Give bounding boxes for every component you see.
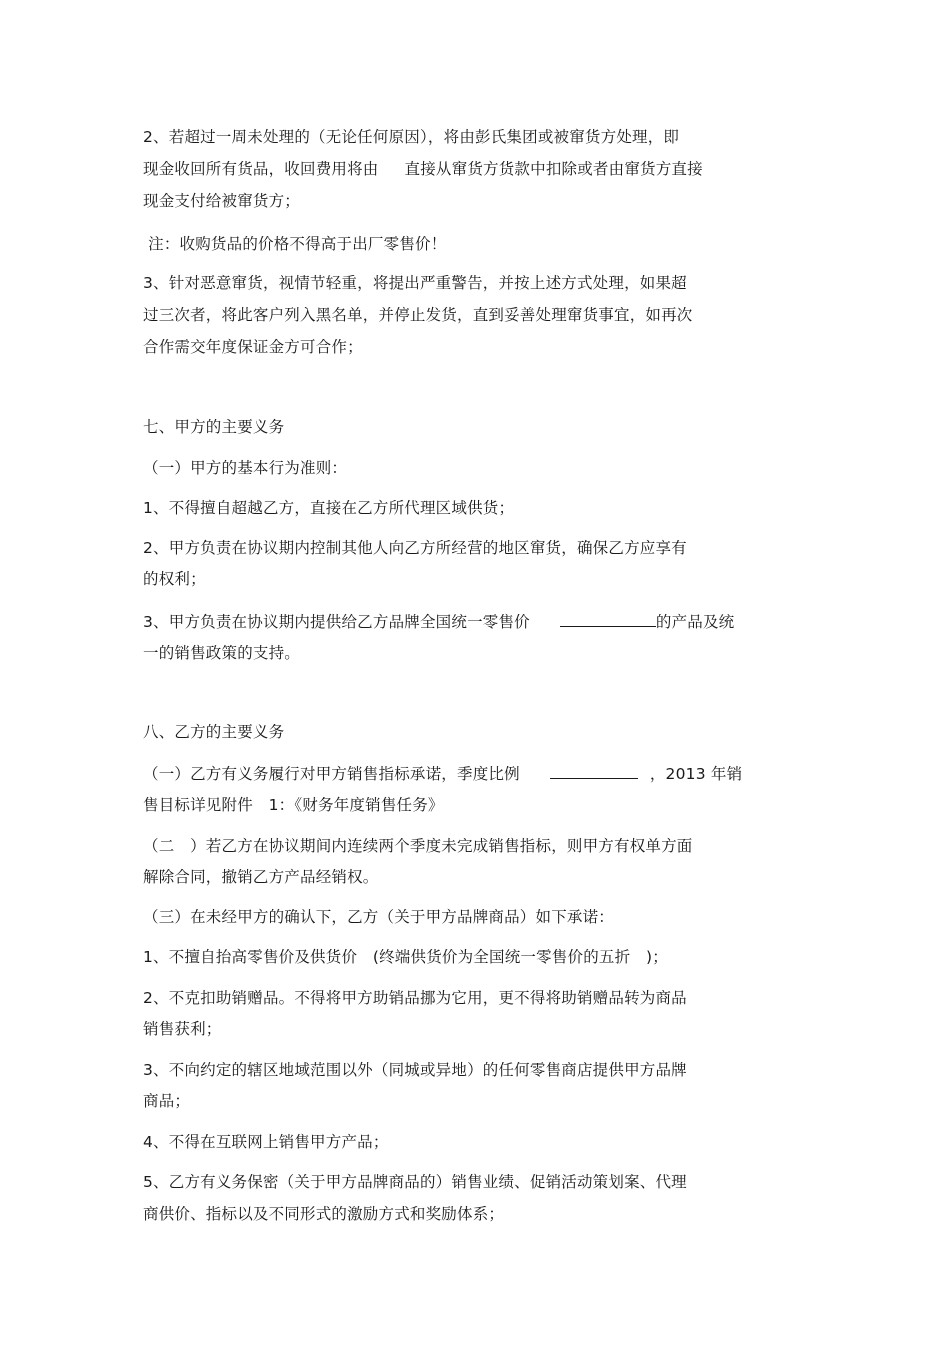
section-8-para-2-line-2: 解除合同，撤销乙方产品经销权。 [143,868,379,886]
section-8-para-1-line-1 [143,762,742,784]
section-8-para-1-line-2: 售目标详见附件 1：《财务年度销售任务》 [143,796,444,814]
section-8-para-1-b: ，2013 年销 [649,765,743,783]
clause-3-line-2: 过三次者，将此客户列入黑名单，并停止发货，直到妥善处理窜货事宜，如再次 [143,306,693,324]
clause-3-line-1: 3、针对恶意窜货，视情节轻重，将提出严重警告，并按上述方式处理，如果超 [143,274,687,292]
section-7-item-3-line-2: 一的销售政策的支持。 [143,644,301,662]
section-8-item-4: 4、不得在互联网上销售甲方产品； [143,1133,389,1151]
section-7-item-3-line-1 [143,610,734,632]
retail-price-blank[interactable] [560,610,656,627]
section-7-item-2-line-1: 2、甲方负责在协议期内控制其他人向乙方所经营的地区窜货，确保乙方应享有 [143,539,687,557]
clause-2-line-2-a: 现金收回所有货品，收回费用将由 [143,160,379,178]
quarter-ratio-blank[interactable] [550,762,638,779]
section-8-item-5-line-2: 商供价、指标以及不同形式的激励方式和奖励体系； [143,1205,505,1223]
section-8-item-3-line-1: 3、不向约定的辖区地域范围以外（同城或异地）的任何零售商店提供甲方品牌 [143,1061,687,1079]
section-8-item-3-line-2: 商品； [143,1092,191,1110]
clause-2-line-2 [143,158,703,180]
section-8-para-1-a: （一）乙方有义务履行对甲方销售指标承诺，季度比例 [143,765,520,783]
clause-2-line-3: 现金支付给被窜货方； [143,192,301,210]
clause-2-line-2-b: 直接从窜货方货款中扣除或者由窜货方直接 [404,160,703,178]
section-7-item-1: 1、不得擅自超越乙方，直接在乙方所代理区域供货； [143,499,515,517]
clause-2-line-1: 2、若超过一周未处理的（无论任何原因），将由彭氏集团或被窜货方处理，即 [143,128,680,146]
section-8-item-1: 1、不擅自抬高零售价及供货价 (终端供货价为全国统一零售价的五折 )； [143,948,668,966]
clause-3-line-3: 合作需交年度保证金方可合作； [143,338,363,356]
section-7-item-3-a: 3、甲方负责在协议期内提供给乙方品牌全国统一零售价 [143,613,530,631]
section-7-item-3-b: 的产品及统 [655,613,735,631]
section-8-para-2-line-1: （二 ）若乙方在协议期间内连续两个季度未完成销售指标，则甲方有权单方面 [143,837,693,855]
section-8-item-5-line-1: 5、乙方有义务保密（关于甲方品牌商品的）销售业绩、促销活动策划案、代理 [143,1173,687,1191]
price-note: 注：收购货品的价格不得高于出厂零售价！ [143,235,447,253]
section-7-item-2-line-2: 的权利； [143,570,206,588]
section-8-para-3: （三）在未经甲方的确认下，乙方（关于甲方品牌商品）如下承诺： [143,908,615,926]
section-8-heading: 八、乙方的主要义务 [143,723,285,741]
section-8-item-2-line-2: 销售获利； [143,1020,222,1038]
section-7-sub-1: （一）甲方的基本行为准则： [143,459,348,477]
section-7-heading: 七、甲方的主要义务 [143,418,285,436]
section-8-item-2-line-1: 2、不克扣助销赠品。不得将甲方助销品挪为它用，更不得将助销赠品转为商品 [143,989,687,1007]
